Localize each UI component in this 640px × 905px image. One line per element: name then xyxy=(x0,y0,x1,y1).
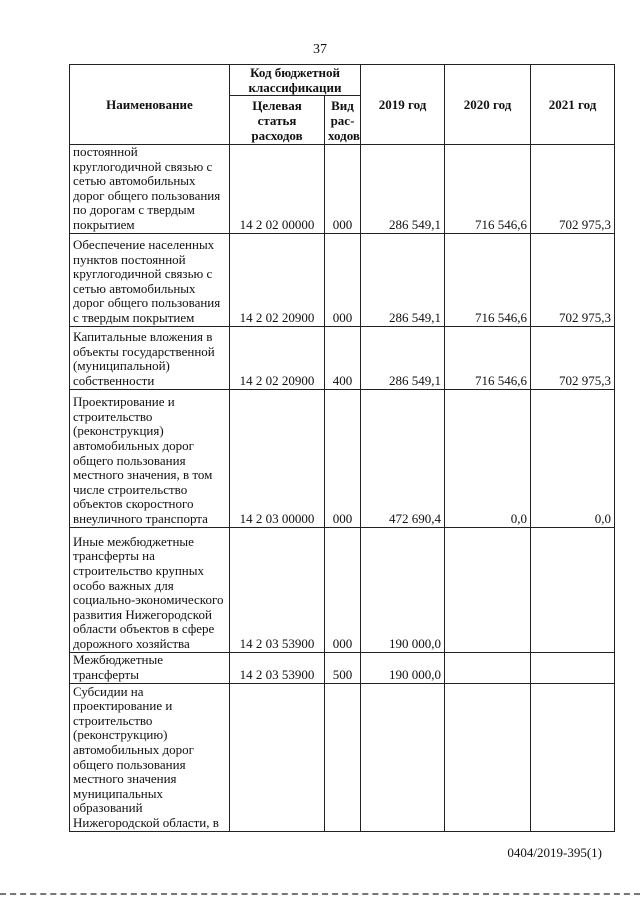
row-name: Капитальные вложения в объекты государственной (муниципальной) собственности xyxy=(70,326,230,389)
row-target-article: 14 2 03 53900 xyxy=(230,652,325,683)
table-row xyxy=(70,326,615,389)
row-value-2021: 702 975,3 xyxy=(531,233,615,326)
page-number: 37 xyxy=(313,42,327,57)
row-expense-type: 500 xyxy=(325,652,361,683)
row-value-2021: 702 975,3 xyxy=(531,326,615,389)
budget-table xyxy=(69,64,615,832)
row-value-2020: 0,0 xyxy=(445,389,531,527)
row-value-2019: 472 690,4 xyxy=(361,389,445,527)
row-value-2021 xyxy=(531,652,615,683)
row-value-2020: 716 546,6 xyxy=(445,326,531,389)
header-target-article: Целевая статья расходов xyxy=(230,96,325,145)
row-target-article: 14 2 02 20900 xyxy=(230,326,325,389)
header-expense-type: Вид рас-ходов xyxy=(325,96,361,145)
document-code: 0404/2019-395(1) xyxy=(507,845,602,860)
row-name: Обеспечение населенных пунктов постоянной круглогодичной связью с сетью автомобильных дорог общего пользования с твердым покрытием xyxy=(70,233,230,326)
row-expense-type: 000 xyxy=(325,389,361,527)
table-row xyxy=(70,527,615,652)
header-2020: 2020 год xyxy=(445,65,531,145)
row-value-2019 xyxy=(361,683,445,831)
row-value-2019: 286 549,1 xyxy=(361,326,445,389)
row-expense-type: 000 xyxy=(325,527,361,652)
header-row-1 xyxy=(70,65,615,96)
table-row xyxy=(70,652,615,683)
row-value-2021 xyxy=(531,683,615,831)
row-name: постоянной круглогодичной связью с сетью автомобильных дорог общего пользования по дорогам с твердым покрытием xyxy=(70,145,230,234)
row-name: Проектирование и строительство (реконструкция) автомобильных дорог общего пользования местного значения, в том числе строительство объектов скоростного внеуличного транспорта xyxy=(70,389,230,527)
row-target-article: 14 2 02 20900 xyxy=(230,233,325,326)
row-target-article: 14 2 03 53900 xyxy=(230,527,325,652)
row-value-2019: 190 000,0 xyxy=(361,652,445,683)
row-target-article: 14 2 02 00000 xyxy=(230,145,325,234)
row-value-2021 xyxy=(531,527,615,652)
header-name: Наименование xyxy=(70,65,230,145)
table-row xyxy=(70,233,615,326)
row-name: Межбюджетные трансферты xyxy=(70,652,230,683)
row-value-2019: 286 549,1 xyxy=(361,145,445,234)
table-row xyxy=(70,389,615,527)
row-expense-type: 000 xyxy=(325,145,361,234)
row-name: Иные межбюджетные трансферты на строительство крупных особо важных для социально-экономического развития Нижегородской области объектов в сфере дорожного хозяйства xyxy=(70,527,230,652)
row-value-2020: 716 546,6 xyxy=(445,233,531,326)
row-value-2021: 702 975,3 xyxy=(531,145,615,234)
table-row xyxy=(70,145,615,234)
row-name: Субсидии на проектирование и строительство (реконструкцию) автомобильных дорог общего пользования местного значения муниципальных образований Нижегородской области, в xyxy=(70,683,230,831)
row-value-2020 xyxy=(445,527,531,652)
header-2021: 2021 год xyxy=(531,65,615,145)
row-value-2020: 716 546,6 xyxy=(445,145,531,234)
header-classification: Код бюджетной классификации xyxy=(230,65,361,96)
row-expense-type: 000 xyxy=(325,233,361,326)
row-target-article: 14 2 03 00000 xyxy=(230,389,325,527)
row-expense-type: 400 xyxy=(325,326,361,389)
table-row xyxy=(70,683,615,831)
row-value-2021: 0,0 xyxy=(531,389,615,527)
row-value-2020 xyxy=(445,683,531,831)
row-value-2020 xyxy=(445,652,531,683)
row-value-2019: 190 000,0 xyxy=(361,527,445,652)
footer-divider xyxy=(0,893,640,895)
row-target-article xyxy=(230,683,325,831)
header-2019: 2019 год xyxy=(361,65,445,145)
row-value-2019: 286 549,1 xyxy=(361,233,445,326)
row-expense-type xyxy=(325,683,361,831)
